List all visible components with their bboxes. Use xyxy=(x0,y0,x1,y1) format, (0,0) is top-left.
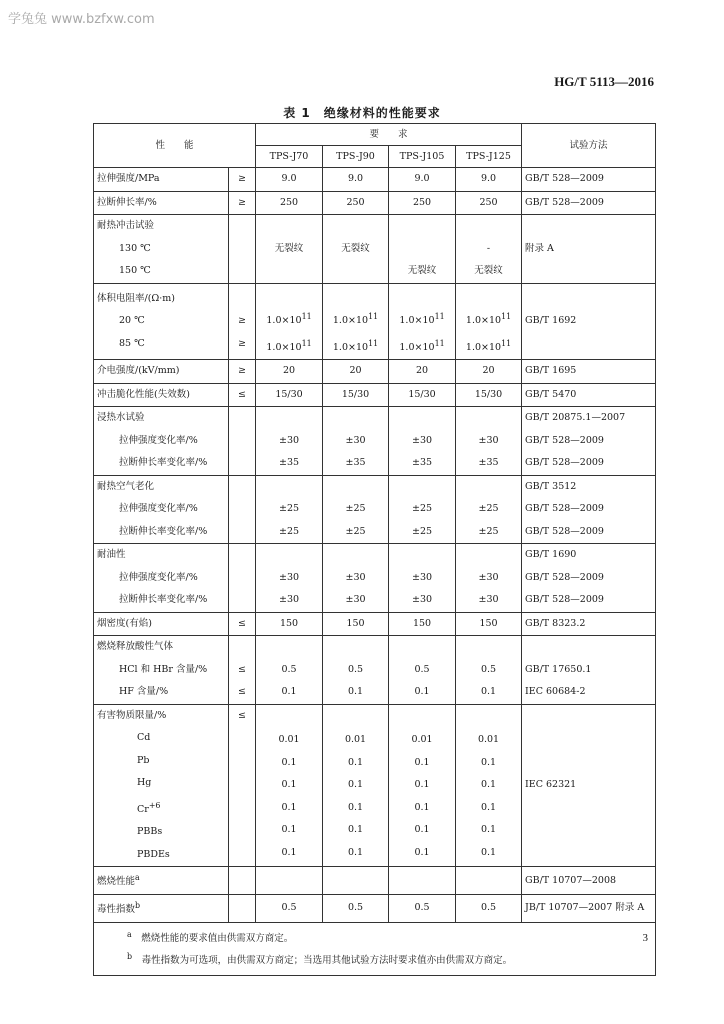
cell-value: 0.5 0.1 xyxy=(389,636,456,705)
row-label xyxy=(94,215,229,284)
cell-value: $1.0\times 10^{11}$ $1.0\times 10^{11}$ xyxy=(456,283,522,360)
test-method: JB/T 10707—2007 附录 A xyxy=(522,895,656,923)
volres-label: 体积电阻率/(Ω·m) xyxy=(97,292,176,304)
row-label: 冲击脆化性能(失效数) xyxy=(94,383,229,407)
table-title: 表 1 绝缘材料的性能要求 xyxy=(283,106,441,120)
table-row xyxy=(94,191,656,215)
footnote-a: $^a$ 燃烧性能的要求值由供需双方商定。 xyxy=(127,929,294,944)
symbol: ≤ xyxy=(229,612,256,636)
cell-value: ±30 ±35 xyxy=(389,407,456,476)
cell-value: $1.0\times 10^{11}$ $1.0\times 10^{11}$ xyxy=(256,283,323,360)
test-method: GB/T 3512 GB/T 528—2009 GB/T 528—2009 xyxy=(522,475,656,544)
table-row xyxy=(94,360,656,384)
sub-label: HCl 和 HBr 含量/% xyxy=(119,663,208,675)
cell-value: 15/30 xyxy=(456,383,522,407)
symbol: ≥ xyxy=(229,168,256,192)
table-row xyxy=(94,168,656,192)
header-test-method: 试验方法 xyxy=(522,124,656,168)
sub-label: PBBs xyxy=(137,826,163,838)
symbol: ≤ xyxy=(229,704,256,867)
cell-value: 20 xyxy=(389,360,456,384)
sub-label: 拉断伸长率变化率/% xyxy=(119,594,208,606)
row-label: 拉伸强度/MPa xyxy=(94,168,229,192)
cell-value: 9.0 xyxy=(323,168,389,192)
row-label xyxy=(94,704,229,867)
cell-value: 150 xyxy=(389,612,456,636)
test-method: GB/T 1692 xyxy=(522,283,656,360)
row-label: 介电强度/(kV/mm) xyxy=(94,360,229,384)
footnote-b: $^b$ 毒性指数为可选项，由供需双方商定；当选用其他试验方法时要求值亦由供需双方商定。 xyxy=(127,951,513,967)
row-label xyxy=(94,283,229,360)
cell-value: 15/30 xyxy=(389,383,456,407)
cell-value: 无裂纹 xyxy=(323,215,389,284)
cell-value: - 无裂纹 xyxy=(456,215,522,284)
symbol xyxy=(229,544,256,613)
symbol: ≥ xyxy=(229,191,256,215)
table-row xyxy=(94,407,656,476)
cell-value: 0.01 0.1 0.1 0.1 0.1 0.1 xyxy=(323,704,389,867)
cell-value: ±30 ±30 xyxy=(256,544,323,613)
cell-value: 20 xyxy=(323,360,389,384)
test-method: GB/T 20875.1—2007 GB/T 528—2009 GB/T 528—2009 xyxy=(522,407,656,476)
row-label xyxy=(94,544,229,613)
header-requirement: 要 求 xyxy=(256,124,522,146)
sub-label: 150 ℃ xyxy=(119,265,151,276)
table-row xyxy=(94,867,656,895)
symbol: ≥ ≥ xyxy=(229,283,256,360)
page-number: 3 xyxy=(642,932,648,944)
cell-value: 15/30 xyxy=(323,383,389,407)
table-row xyxy=(94,215,656,284)
grade-j105: TPS-J105 xyxy=(389,146,456,168)
cell-value: 0.01 0.1 0.1 0.1 0.1 0.1 xyxy=(456,704,522,867)
sub-label: 拉伸强度变化率/% xyxy=(119,434,198,446)
cell-value: $1.0\times 10^{11}$ $1.0\times 10^{11}$ xyxy=(389,283,456,360)
sub-label: 130 ℃ xyxy=(119,242,151,254)
test-method: GB/T 1690 GB/T 528—2009 GB/T 528—2009 xyxy=(522,544,656,613)
cell-value: 0.01 0.1 0.1 0.1 0.1 0.1 xyxy=(389,704,456,867)
cell-value: ±30 ±30 xyxy=(456,544,522,613)
sub-label: 拉断伸长率变化率/% xyxy=(119,457,208,469)
row-label: 烟密度(有焰) xyxy=(94,612,229,636)
cell-value: 0.5 xyxy=(323,895,389,923)
cell-value: 0.5 xyxy=(256,895,323,923)
cell-value: 150 xyxy=(456,612,522,636)
grade-j90: TPS-J90 xyxy=(323,146,389,168)
table-row xyxy=(94,704,656,867)
test-method: GB/T 17650.1 IEC 60684-2 xyxy=(522,636,656,705)
cell-value: 250 xyxy=(456,191,522,215)
test-method: GB/T 1695 xyxy=(522,360,656,384)
test-method: GB/T 528—2009 xyxy=(522,168,656,192)
sub-label: PBDEs xyxy=(137,848,170,860)
cell-value: 150 xyxy=(323,612,389,636)
table-row xyxy=(94,612,656,636)
cell-value: ±25 ±25 xyxy=(389,475,456,544)
sub-label: $Cr^{+6}$ xyxy=(137,800,161,815)
cell-value: 无裂纹 xyxy=(256,215,323,284)
cell-value: 20 xyxy=(456,360,522,384)
header-row xyxy=(94,124,656,146)
performance-table xyxy=(93,123,656,976)
acid-label: 燃烧释放酸性气体 xyxy=(97,641,174,653)
table-row xyxy=(94,283,656,360)
symbol: ≥ xyxy=(229,360,256,384)
cell-value xyxy=(456,867,522,895)
cell-value: 0.5 xyxy=(456,895,522,923)
cell-value: 0.5 0.1 xyxy=(256,636,323,705)
table-row xyxy=(94,475,656,544)
sub-label: 85 ℃ xyxy=(119,337,145,349)
cell-value: ±30 ±35 xyxy=(456,407,522,476)
table-row xyxy=(94,544,656,613)
heat-shock-label: 耐热冲击试验 xyxy=(97,220,155,231)
cell-value: 250 xyxy=(389,191,456,215)
row-label: 燃烧性能$^a$ xyxy=(94,867,229,895)
cell-value: 150 xyxy=(256,612,323,636)
grade-j70: TPS-J70 xyxy=(256,146,323,168)
row-label xyxy=(94,407,229,476)
cell-value: 9.0 xyxy=(389,168,456,192)
row-label: 毒性指数$^b$ xyxy=(94,895,229,923)
sub-label: 拉伸强度变化率/% xyxy=(119,503,198,515)
cell-value: 9.0 xyxy=(456,168,522,192)
cell-value: 0.5 0.1 xyxy=(456,636,522,705)
cell-value: 20 xyxy=(256,360,323,384)
test-method: IEC 62321 xyxy=(522,704,656,867)
test-method: GB/T 8323.2 xyxy=(522,612,656,636)
sub-label: Cd xyxy=(137,732,151,744)
cell-value: 9.0 xyxy=(256,168,323,192)
row-label: 拉断伸长率/% xyxy=(94,191,229,215)
table-row xyxy=(94,383,656,407)
cell-value: ±25 ±25 xyxy=(323,475,389,544)
cell-value: ±25 ±25 xyxy=(456,475,522,544)
symbol: ≤ xyxy=(229,383,256,407)
symbol xyxy=(229,475,256,544)
symbol xyxy=(229,867,256,895)
cell-value: ±30 ±35 xyxy=(256,407,323,476)
sub-label: 20 ℃ xyxy=(119,315,145,327)
water-label: 浸热水试验 xyxy=(97,412,145,424)
cell-value: ±30 ±30 xyxy=(389,544,456,613)
cell-value: ±30 ±35 xyxy=(323,407,389,476)
cell-value xyxy=(389,867,456,895)
table-row xyxy=(94,636,656,705)
cell-value: 0.01 0.1 0.1 0.1 0.1 0.1 xyxy=(256,704,323,867)
symbol xyxy=(229,215,256,284)
footnote-row xyxy=(94,922,656,975)
cell-value: $1.0\times 10^{11}$ $1.0\times 10^{11}$ xyxy=(323,283,389,360)
header-property: 性 能 xyxy=(94,124,256,168)
symbol xyxy=(229,407,256,476)
sub-label: 拉伸强度变化率/% xyxy=(119,571,198,583)
cell-value: 250 xyxy=(323,191,389,215)
sub-label: Hg xyxy=(137,777,152,789)
test-method: GB/T 5470 xyxy=(522,383,656,407)
cell-value: 无裂纹 xyxy=(389,215,456,284)
cell-value xyxy=(256,867,323,895)
test-method: GB/T 528—2009 xyxy=(522,191,656,215)
oil-label: 耐油性 xyxy=(97,549,126,561)
test-method: GB/T 10707—2008 xyxy=(522,867,656,895)
table-row xyxy=(94,895,656,923)
hazard-label: 有害物质限量/% xyxy=(97,709,167,721)
footnotes xyxy=(94,922,656,975)
cell-value xyxy=(323,867,389,895)
watermark: 学兔兔 www.bzfxw.com xyxy=(8,12,155,27)
symbol xyxy=(229,895,256,923)
cell-value: 0.5 0.1 xyxy=(323,636,389,705)
air-label: 耐热空气老化 xyxy=(97,480,155,492)
row-label xyxy=(94,636,229,705)
cell-value: 15/30 xyxy=(256,383,323,407)
cell-value: ±25 ±25 xyxy=(256,475,323,544)
cell-value: ±30 ±30 xyxy=(323,544,389,613)
cell-value: 250 xyxy=(256,191,323,215)
row-label xyxy=(94,475,229,544)
cell-value: 0.5 xyxy=(389,895,456,923)
grade-j125: TPS-J125 xyxy=(456,146,522,168)
sub-label: HF 含量/% xyxy=(119,686,169,698)
test-method: 附录 A xyxy=(522,215,656,284)
sub-label: Pb xyxy=(137,754,150,766)
symbol: ≤ ≤ xyxy=(229,636,256,705)
standard-code: HG/T 5113—2016 xyxy=(554,74,654,89)
sub-label: 拉断伸长率变化率/% xyxy=(119,525,208,537)
